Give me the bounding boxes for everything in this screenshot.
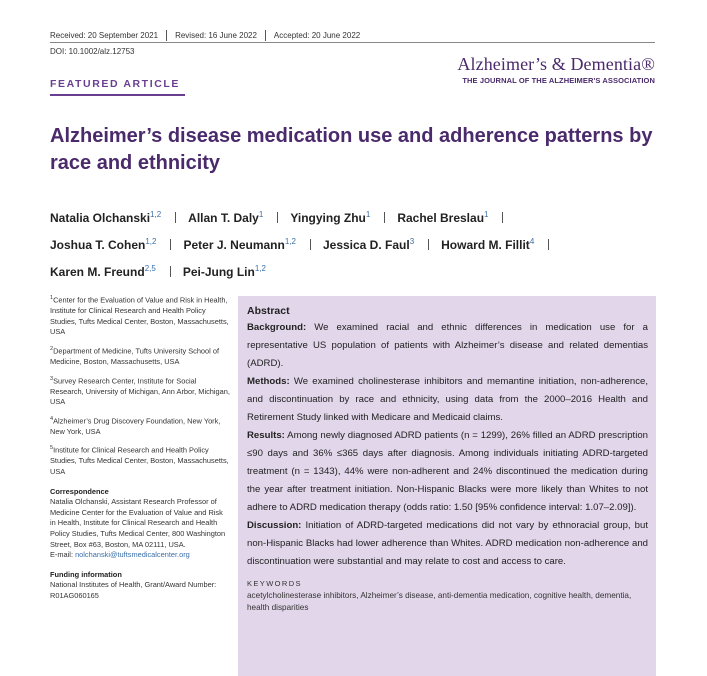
- keywords-text: acetylcholinesterase inhibitors, Alzheimer’s disease, anti-dementia medication, cognitive health, dementia, health disparities: [247, 591, 632, 612]
- correspondence-text: Natalia Olchanski, Assistant Research Professor of Medicine Center for the Evaluation of Value and Risk in Health, Institute for Clinical Research and Health Policy Studies, Tufts Medical Center, 800 Washington Street, Box #63, Boston, MA 02111, USA.: [50, 497, 226, 549]
- affiliation-text: Department of Medicine, Tufts University School of Medicine, Boston, Massachusetts, USA: [50, 346, 220, 366]
- abstract-section: [247, 427, 648, 517]
- funding-heading: Funding information: [50, 569, 122, 579]
- date-separator: [265, 30, 266, 41]
- article-type-label: FEATURED ARTICLE: [50, 78, 181, 90]
- abstract-section-text: We examined racial and ethnic differences in medication use for a representative US population of patients with Alzheimer’s disease and related dementias (ADRD).: [247, 322, 648, 369]
- funding-text: National Institutes of Health, Grant/Award Number: R01AG060165: [50, 580, 217, 600]
- author-affiliation-link[interactable]: 1: [484, 210, 489, 219]
- author-list: [50, 203, 670, 284]
- abstract-section: [247, 373, 648, 427]
- author-name: Karen M. Freund: [50, 265, 145, 279]
- affiliations: [50, 293, 230, 478]
- abstract-section-label: Background:: [247, 322, 307, 333]
- correspondence-email: E-mail: nolchanski@tuftsmedicalcenter.org: [50, 550, 190, 560]
- affiliation-number: 3: [50, 375, 54, 382]
- author-name: Allan T. Daly: [188, 211, 259, 225]
- affiliation-text: Center for the Evaluation of Value and Risk in Health, Institute for Clinical Research and Health Policy Studies, Tufts Medical Center, Boston, Massachusetts, USA: [50, 295, 229, 337]
- affiliation-number: 4: [50, 415, 54, 422]
- date-separator: [166, 30, 167, 41]
- author-affiliation-link[interactable]: 1: [258, 210, 264, 219]
- author: [183, 257, 266, 284]
- affiliation-number: 2: [50, 345, 54, 352]
- author: [323, 230, 429, 257]
- funding: [50, 570, 230, 602]
- author: [290, 203, 385, 230]
- author-separator: [548, 239, 549, 250]
- publication-dates: [50, 30, 360, 41]
- author-affiliation-link[interactable]: 1,2: [145, 237, 157, 246]
- author: [441, 230, 549, 257]
- author-affiliation-link[interactable]: 4: [529, 237, 535, 246]
- author-separator: [277, 212, 278, 223]
- received-date: Received: 20 September 2021: [50, 31, 159, 40]
- affiliation: [50, 414, 230, 438]
- author-separator: [384, 212, 385, 223]
- doi: DOI: 10.1002/alz.12753: [50, 47, 135, 56]
- author-name: Jessica D. Faul: [322, 238, 410, 252]
- abstract-section: [247, 319, 648, 373]
- affiliation-text: Survey Research Center, Institute for Social Research, University of Michigan, Ann Arbor, Michigan, USA: [50, 375, 230, 407]
- affiliation-number: 1: [50, 295, 54, 301]
- abstract-section-text: Initiation of ADRD-targeted medications did not vary by ethnoracial group, but non-Hispanic Blacks had lower adherence than Whites. ADRD medication non-adherence and discontinuation were substantial and may relate to cost and access to care.: [247, 520, 648, 567]
- affiliation: [50, 443, 230, 477]
- author-separator: [310, 239, 311, 250]
- author-affiliation-link[interactable]: 1,2: [284, 237, 296, 246]
- author-affiliation-link[interactable]: 1,2: [254, 264, 266, 273]
- abstract-section-label: Results:: [247, 430, 285, 441]
- abstract-section: [247, 517, 648, 571]
- author: [397, 203, 503, 230]
- affiliation-number: 5: [50, 445, 54, 452]
- abstract-heading: Abstract: [247, 305, 290, 317]
- affiliation: [50, 374, 230, 408]
- journal-name: Alzheimer’s & Dementia®: [457, 54, 655, 74]
- correspondence-heading: Correspondence: [50, 486, 109, 496]
- author-separator: [428, 239, 429, 250]
- affiliation-text: Institute for Clinical Research and Health Policy Studies, Tufts Medical Center, Boston, Massachusetts, USA: [50, 445, 229, 477]
- author-separator: [175, 212, 176, 223]
- journal-subtitle: THE JOURNAL OF THE ALZHEIMER'S ASSOCIATION: [462, 76, 655, 85]
- affiliation: [50, 344, 230, 368]
- abstract-section-text: Among newly diagnosed ADRD patients (n = 1299), 26% filled an ADRD prescription ≤90 days and 36% ≤365 days after diagnosis. Among individuals initiating ADRD-targeted treatment (n = 1343), 44% were non-adherent and 24% discontinued the medication during the year after treatment initiation. Non-Hispanic Blacks were more likely than Whites to not adhere to ADRD medication therapy (odds ratio: 1.50 [95% confidence interval: 1.07–2.09]).: [247, 430, 648, 513]
- abstract-box: [238, 296, 656, 676]
- abstract-section-text: We examined cholinesterase inhibitors and memantine initiation, non-adherence, and discontinuation by race and ethnicity, using data from the 2000–2016 Health and Retirement Study linked with Medicare and Medicaid claims.: [247, 376, 648, 423]
- author: [183, 230, 311, 257]
- affiliation: [50, 293, 230, 338]
- header-rule: [50, 42, 655, 43]
- author: [50, 203, 176, 230]
- author-name: Rachel Breslau: [397, 211, 485, 225]
- left-sidebar: [50, 293, 230, 602]
- accepted-date: Accepted: 20 June 2022: [273, 31, 361, 40]
- author-name: Pei-Jung Lin: [182, 265, 255, 279]
- article-title: Alzheimer’s disease medication use and adherence patterns by race and ethnicity: [50, 125, 653, 174]
- correspondence: [50, 487, 230, 561]
- email-link[interactable]: nolchanski@tuftsmedicalcenter.org: [75, 550, 190, 560]
- journal-logo: [457, 54, 655, 85]
- article-type-underline: [50, 94, 185, 96]
- author-name: Howard M. Fillit: [441, 238, 530, 252]
- keywords-heading: KEYWORDS: [247, 579, 302, 588]
- author-separator: [502, 212, 503, 223]
- author-separator: [170, 266, 171, 277]
- author-name: Natalia Olchanski: [50, 211, 151, 225]
- abstract-section-label: Methods:: [247, 376, 290, 387]
- author-name: Peter J. Neumann: [183, 238, 285, 252]
- revised-date: Revised: 16 June 2022: [175, 31, 257, 40]
- author-affiliation-link[interactable]: 3: [409, 237, 415, 246]
- author-affiliation-link[interactable]: 1,2: [150, 210, 162, 219]
- abstract-body: [247, 319, 648, 571]
- author-separator: [170, 239, 171, 250]
- abstract-section-label: Discussion:: [247, 520, 302, 531]
- author-name: Yingying Zhu: [290, 211, 366, 225]
- author: [188, 203, 278, 230]
- affiliation-text: Alzheimer’s Drug Discovery Foundation, New York, New York, USA: [50, 416, 221, 436]
- author: [50, 230, 171, 257]
- author-affiliation-link[interactable]: 2,5: [144, 264, 156, 273]
- author-affiliation-link[interactable]: 1: [365, 210, 371, 219]
- author-name: Joshua T. Cohen: [50, 238, 146, 252]
- author: [50, 257, 171, 284]
